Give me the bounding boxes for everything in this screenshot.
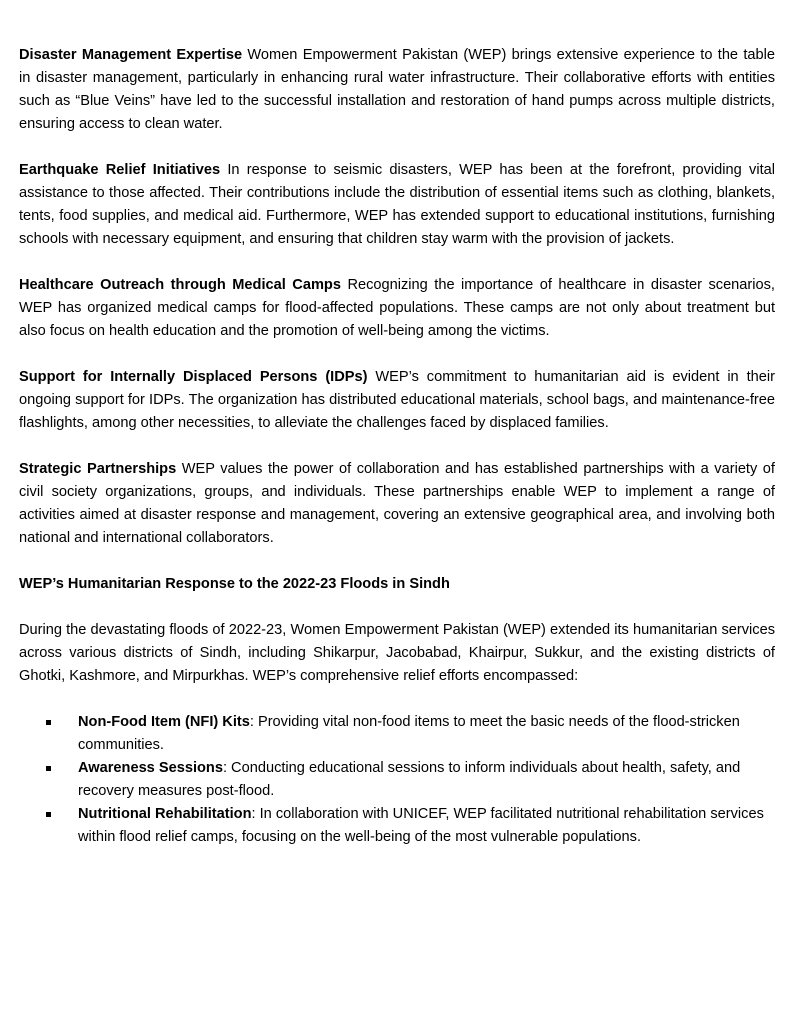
square-bullet-icon: [46, 720, 51, 725]
list-item-text: : Conducting educational sessions to inform individuals about health, safety, and recovery measures post-flood.: [78, 760, 741, 799]
paragraph-title: Healthcare Outreach through Medical Camps: [19, 277, 341, 293]
paragraph-earthquake-relief: [19, 159, 775, 251]
paragraph-title: Strategic Partnerships: [19, 461, 177, 477]
list-item-title: Nutritional Rehabilitation: [78, 806, 252, 822]
square-bullet-icon: [46, 812, 51, 817]
list-item-title: Non-Food Item (NFI) Kits: [78, 714, 250, 730]
paragraph-title: Disaster Management Expertise: [19, 47, 243, 63]
paragraph-medical-camps: [19, 274, 775, 343]
list-item-title: Awareness Sessions: [78, 760, 223, 776]
section-intro: During the devastating floods of 2022-23, Women Empowerment Pakistan (WEP) extended its humanitarian services across various districts of Sindh, including Shikarpur, Jacobabad, Khairpur, Sukkur, and the existing districts of Ghotki, Kashmore, and Mirpurkhas. WEP’s comprehensive relief efforts encompassed:: [19, 622, 775, 684]
paragraph-text: In response to seismic disasters, WEP has been at the forefront, providing vital assistance to those affected. Their contributions include the distribution of essential items such as clothing, blankets, tents, food supplies, and medical aid. Furthermore, WEP has extended support to educational institutions, furnishing schools with necessary equipment, and ensuring that children stay warm with the provision of jackets.: [19, 162, 775, 247]
square-bullet-icon: [46, 766, 51, 771]
paragraph-strategic-partnerships: [19, 458, 775, 550]
relief-efforts-list: [19, 711, 775, 849]
paragraph-text: Recognizing the importance of healthcare in disaster scenarios, WEP has organized medical camps for flood-affected populations. These camps are not only about treatment but also focus on health education and the promotion of well-being among the victims.: [19, 277, 775, 339]
document-page: [19, 44, 775, 849]
paragraph-text: WEP’s commitment to humanitarian aid is evident in their ongoing support for IDPs. The organization has distributed educational materials, school bags, and maintenance-free flashlights, among other necessities, to alleviate the challenges faced by displaced families.: [19, 369, 775, 431]
list-item: [19, 803, 775, 849]
paragraph-title: Support for Internally Displaced Persons (IDPs): [19, 369, 368, 385]
paragraph-idp-support: [19, 366, 775, 435]
paragraph-title: Earthquake Relief Initiatives: [19, 162, 221, 178]
list-item-text: : In collaboration with UNICEF, WEP facilitated nutritional rehabilitation services within flood relief camps, focusing on the well-being of the most vulnerable populations.: [78, 806, 764, 845]
list-item-text: : Providing vital non-food items to meet the basic needs of the flood-stricken communities.: [78, 714, 740, 753]
paragraph-text: WEP values the power of collaboration and has established partnerships with a variety of civil society organizations, groups, and individuals. These partnerships enable WEP to implement a range of activities aimed at disaster response and management, covering an extensive geographical area, and involving both national and international collaborators.: [19, 461, 775, 546]
list-item: [19, 757, 775, 803]
paragraph-disaster-management: [19, 44, 775, 136]
list-item: [19, 711, 775, 757]
paragraph-text: Women Empowerment Pakistan (WEP) brings extensive experience to the table in disaster management, particularly in enhancing rural water infrastructure. Their collaborative efforts with entities such as “Blue Veins” have led to the successful installation and restoration of hand pumps across multiple districts, ensuring access to clean water.: [19, 47, 775, 132]
section-heading: WEP’s Humanitarian Response to the 2022-23 Floods in Sindh: [19, 576, 450, 592]
